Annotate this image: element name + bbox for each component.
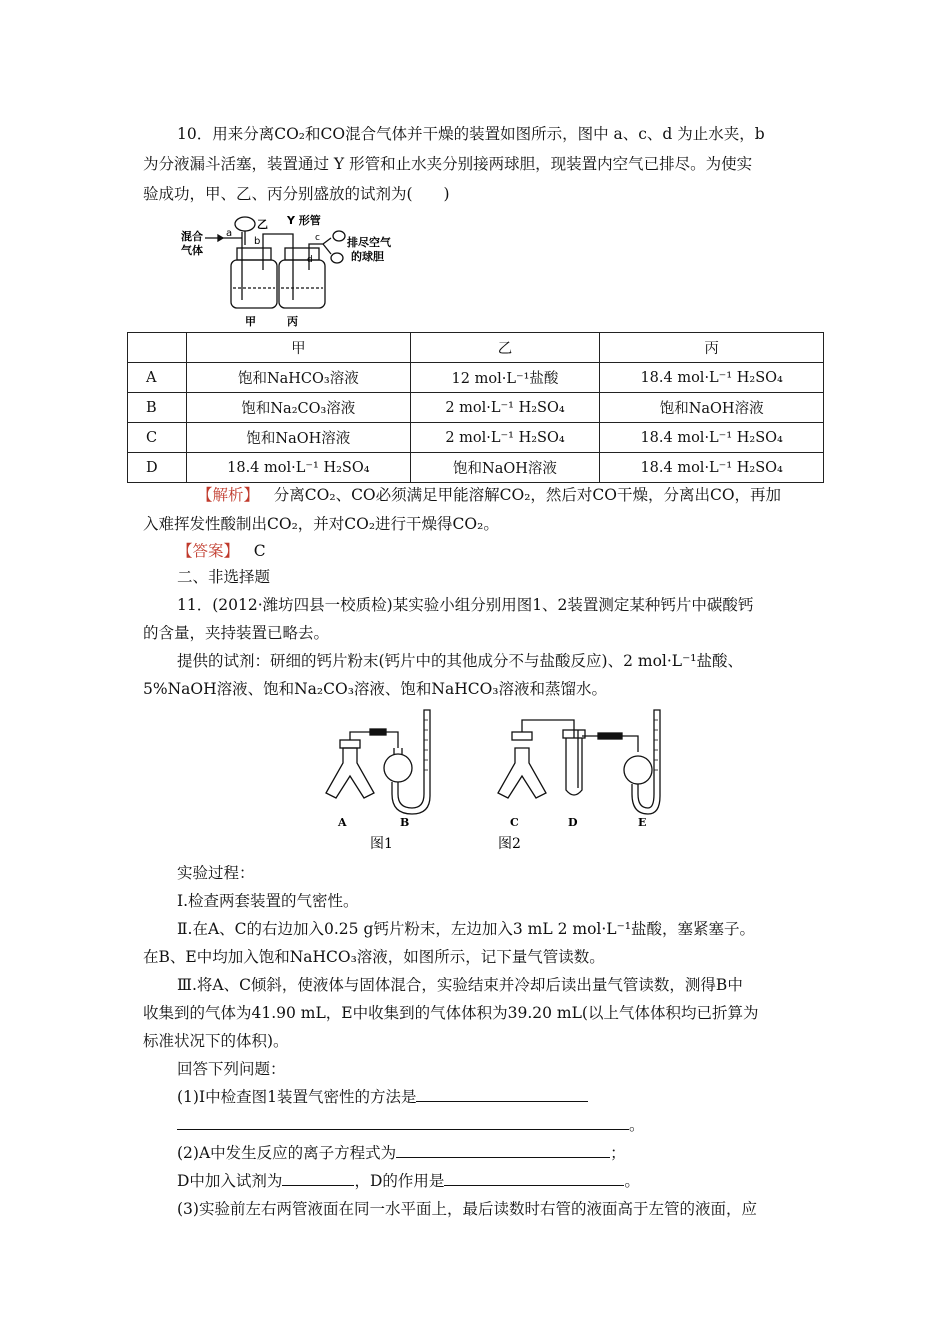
table-cell: 18.4 mol·L⁻¹ H₂SO₄ [600,363,824,393]
analysis-text1: 分离CO₂、CO必须满足甲能溶解CO₂，然后对CO干燥，分离出CO，再加 [273,486,782,504]
table-cell: 18.4 mol·L⁻¹ H₂SO₄ [600,453,824,483]
gas-bag-bottom [331,253,343,263]
question3-line: (3)实验前左右两管液面在同一水平面上，最后读数时右管的液面高于左管的液面，应 [177,1200,757,1218]
answer-blank-3[interactable] [396,1142,610,1158]
question2-text: (2)A中发生反应的离子方程式为 [177,1144,397,1162]
answer-tag: 【答案】 [177,542,240,560]
q11-line2: 的含量，夹持装置已略去。 [143,624,330,642]
options-table [127,332,824,483]
label-c: c [315,233,320,243]
y-tube-a [326,748,374,798]
label-ball1: 排尽空气 [347,236,391,249]
answer-blank-4[interactable] [282,1170,354,1186]
table-cell: D [128,453,187,483]
label-ytube: Y 形管 [287,214,321,227]
y-tube-c [498,748,546,798]
bottle-jia [231,260,277,308]
table-cell: 乙 [410,333,600,363]
figure1-caption: 图1 [370,836,393,852]
table-cell: 饱和NaOH溶液 [187,423,411,453]
table-cell: 饱和NaOH溶液 [600,393,824,423]
answer-blank-5[interactable] [444,1170,624,1186]
label-jia: 甲 [245,315,256,328]
q10-line2: 为分液漏斗活塞，装置通过 Y 形管和止水夹分别接两球胆，现装置内空气已排尽。为使实 [143,155,753,173]
analysis-line1 [197,484,781,506]
label-yi: 乙 [257,218,268,231]
step2-line2: 在B、E中均加入饱和NaHCO₃溶液，如图所示，记下量气管读数。 [143,948,605,966]
table-cell: B [128,393,187,423]
figure2-caption: 图2 [498,836,521,852]
table-cell: 甲 [187,333,411,363]
question1-end: 。 [629,1116,645,1134]
table-cell: 18.4 mol·L⁻¹ H₂SO₄ [187,453,411,483]
q11-line1: 11．(2012·潍坊四县一校质检)某实验小组分别用图1、2装置测定某种钙片中碳酸钙 [177,596,754,614]
table-cell: 饱和NaOH溶液 [410,453,600,483]
question1-text: (1)Ⅰ中检查图1装置气密性的方法是 [177,1088,417,1106]
gas-bag-top [333,231,345,241]
q10-line1: 10．用来分离CO₂和CO混合气体并干燥的装置如图所示，图中 a、c、d 为止水夹，b [177,125,765,143]
q11-line3: 提供的试剂：研细的钙片粉末(钙片中的其他成分不与盐酸反应)、2 mol·L⁻¹盐酸、 [177,652,743,670]
analysis-line2: 入难挥发性酸制出CO₂，并对CO₂进行干燥得CO₂。 [143,515,499,533]
table-cell: 18.4 mol·L⁻¹ H₂SO₄ [600,423,824,453]
table-cell: 2 mol·L⁻¹ H₂SO₄ [410,393,600,423]
label-bing: 丙 [287,315,298,328]
flask-b [384,754,412,782]
separatory-funnel-yi [235,217,255,231]
q10-line3: 验成功，甲、乙、丙分别盛放的试剂为( ) [143,185,450,203]
table-cell: 饱和Na₂CO₃溶液 [187,393,411,423]
step3-line2: 收集到的气体为41.90 mL，E中收集到的气体体积为39.20 mL(以上气体体积均已折算为 [143,1004,759,1022]
answer-blank-2[interactable] [177,1114,629,1130]
stopper-bing [285,248,319,260]
label-mix1: 混合 [181,230,203,243]
label-C: C [510,816,519,829]
label-d: d [307,255,313,265]
question2-end: ； [610,1144,626,1162]
table-row [128,453,824,483]
apparatus-figures [318,708,668,853]
question2b-end: 。 [624,1172,640,1190]
question2-line1 [177,1142,626,1164]
label-mix2: 气体 [181,244,203,257]
label-E: E [638,816,647,829]
label-b: b [254,236,261,247]
step3-line3: 标准状况下的体积)。 [143,1032,289,1050]
question1-line [177,1086,588,1108]
separation-apparatus-figure [175,210,425,332]
flask-e [624,756,652,784]
answer-value: C [253,542,266,560]
questions-intro: 回答下列问题： [177,1060,286,1078]
analysis-tag: 【解析】 [197,486,260,504]
label-A: A [338,816,347,829]
question2b-text1: D中加入试剂为 [177,1172,283,1190]
step1: Ⅰ.检查两套装置的气密性。 [177,892,359,910]
answer-line [177,540,266,562]
question2-line2 [177,1170,640,1192]
answer-blank-1[interactable] [416,1086,588,1102]
label-a: a [226,228,233,239]
table-row [128,423,824,453]
step2-line1: Ⅱ.在A、C的右边加入0.25 g钙片粉末，左边加入3 mL 2 mol·L⁻¹盐酸，塞紧塞子。 [177,920,755,938]
label-D: D [568,816,578,829]
table-row [128,393,824,423]
question2b-text2: ，D的作用是 [354,1172,445,1190]
table-cell: A [128,363,187,393]
table-cell: 饱和NaHCO₃溶液 [187,363,411,393]
process-title: 实验过程： [177,864,255,882]
table-cell [128,333,187,363]
label-ball2: 的球胆 [351,250,384,263]
table-header-row [128,333,824,363]
section-title: 二、非选择题 [177,568,271,586]
step3-line1: Ⅲ.将A、C倾斜，使液体与固体混合，实验结束并冷却后读出量气管读数，测得B中 [177,976,743,994]
table-cell: 2 mol·L⁻¹ H₂SO₄ [410,423,600,453]
q11-line4: 5%NaOH溶液、饱和Na₂CO₃溶液、饱和NaHCO₃溶液和蒸馏水。 [143,680,608,698]
table-cell: 丙 [600,333,824,363]
test-tube-d [566,738,582,795]
label-B: B [400,816,410,829]
table-cell: 12 mol·L⁻¹盐酸 [410,363,600,393]
bottle-bing [279,260,325,308]
question1-line2 [177,1114,645,1136]
table-cell: C [128,423,187,453]
table-row [128,363,824,393]
